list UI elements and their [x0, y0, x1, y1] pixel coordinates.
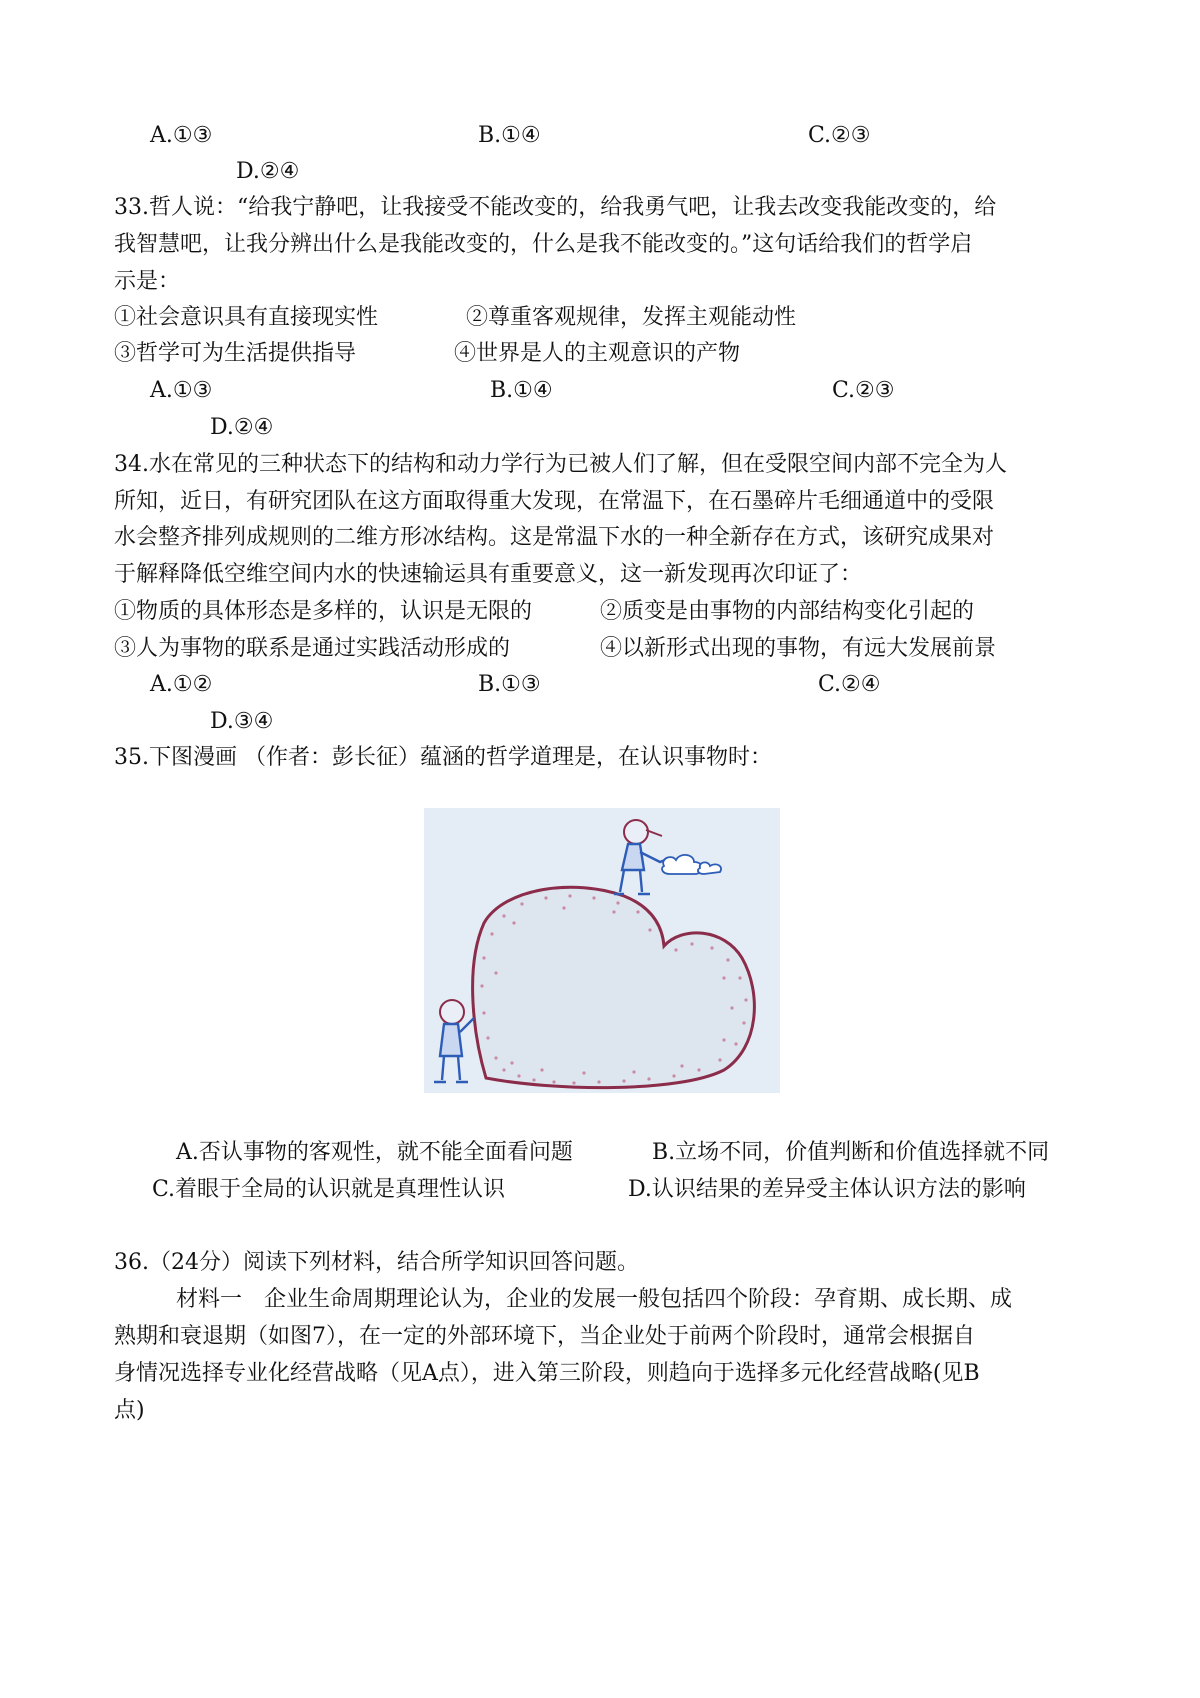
q34-stem-line-1: 34.水在常见的三种状态下的结构和动力学行为已被人们了解，但在受限空间内部不完全为人	[114, 452, 1007, 477]
q33-stem-line-3: 示是：	[114, 269, 181, 294]
q33-statement-1: ①社会意识具有直接现实性	[114, 305, 379, 330]
q34-option-d: D.③④	[210, 709, 274, 734]
q35-option-a: A.否认事物的客观性，就不能全面看问题	[176, 1140, 573, 1165]
q33-statement-2: ②尊重客观规律，发挥主观能动性	[466, 305, 797, 330]
q33-option-c: C.②③	[832, 378, 895, 403]
q34-statement-4: ④以新形式出现的事物，有远大发展前景	[600, 636, 997, 661]
q34-option-c: C.②④	[818, 672, 881, 697]
q33-option-a: A.①③	[150, 378, 213, 403]
cartoon-illustration	[424, 808, 780, 1093]
q34-statement-1: ①物质的具体形态是多样的，认识是无限的	[114, 599, 533, 624]
q33-stem-line-2: 我智慧吧，让我分辨出什么是我能改变的，什么是我不能改变的。”这句话给我们的哲学启	[114, 232, 973, 257]
q32-option-d: D.②④	[236, 159, 300, 184]
q32-option-a: A.①③	[150, 123, 213, 148]
q34-statement-3: ③人为事物的联系是通过实践活动形成的	[114, 636, 511, 661]
q34-option-a: A.①②	[150, 672, 213, 697]
q36-material-line-1: 材料一 企业生命周期理论认为，企业的发展一般包括四个阶段：孕育期、成长期、成	[176, 1287, 1013, 1312]
q36-stem: 36.（24分）阅读下列材料，结合所学知识回答问题。	[114, 1250, 639, 1275]
q36-material-line-3: 身情况选择专业化经营战略（见A点），进入第三阶段，则趋向于选择多元化经营战略(见B	[114, 1361, 980, 1386]
q36-material-line-2: 熟期和衰退期（如图7），在一定的外部环境下，当企业处于前两个阶段时，通常会根据自	[114, 1324, 976, 1349]
q34-option-b: B.①③	[478, 672, 541, 697]
q34-stem-line-4: 于解释降低空维空间内水的快速输运具有重要意义，这一新发现再次印证了：	[114, 562, 863, 587]
q32-option-c: C.②③	[808, 123, 871, 148]
q35-stem: 35.下图漫画 （作者：彭长征）蕴涵的哲学道理是，在认识事物时：	[114, 745, 772, 770]
q33-stem-line-1: 33.哲人说：“给我宁静吧，让我接受不能改变的，给我勇气吧，让我去改变我能改变的，给	[114, 195, 997, 220]
q35-option-d: D.认识结果的差异受主体认识方法的影响	[628, 1177, 1026, 1202]
q33-statement-3: ③哲学可为生活提供指导	[114, 341, 357, 366]
q33-option-b: B.①④	[490, 378, 553, 403]
q33-statement-4: ④世界是人的主观意识的产物	[454, 341, 741, 366]
q34-stem-line-2: 所知，近日，有研究团队在这方面取得重大发现，在常温下，在石墨碎片毛细通道中的受限	[114, 489, 995, 514]
q32-option-b: B.①④	[478, 123, 541, 148]
q35-option-b: B.立场不同，价值判断和价值选择就不同	[652, 1140, 1050, 1165]
q35-option-c: C.着眼于全局的认识就是真理性认识	[152, 1177, 506, 1202]
q33-option-d: D.②④	[210, 415, 274, 440]
q34-statement-2: ②质变是由事物的内部结构变化引起的	[600, 599, 975, 624]
q34-stem-line-3: 水会整齐排列成规则的二维方形冰结构。这是常温下水的一种全新存在方式，该研究成果对	[114, 525, 995, 550]
q36-material-line-4: 点)	[114, 1398, 145, 1423]
